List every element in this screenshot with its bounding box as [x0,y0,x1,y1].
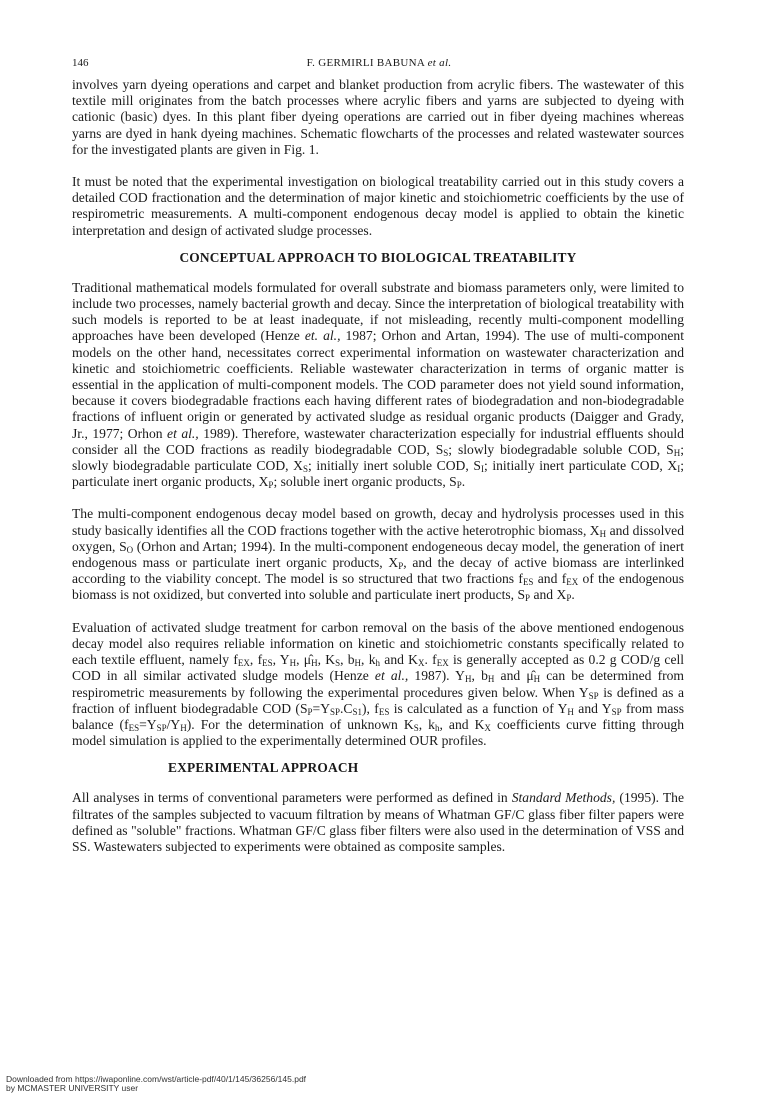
intro-paragraph: involves yarn dyeing operations and carpet and blanket production from acrylic fibers. The wastewater of this textile mill originates from the batch processes where acrylic fibers and yarns are subjected to dyeing with cationic (basic) dyes. In this plant fiber dyeing operations are carried out in fiber dyeing machines whereas yarns are dyed in hank dyeing machines. Schematic flowcharts of the processes and related wastewater sources for the investigated plants are given in Fig. 1. [72,77,684,157]
experimental-paragraph-1: All analyses in terms of conventional parameters were performed as defined in Standard Methods, (1995). The filtrates of the samples subjected to vacuum filtration by means of Whatman GF/C glass fiber filter papers were defined as "soluble" fractions. Whatman GF/C glass fiber filters were also used in the determination of VSS and SS. Wastewaters subjected to experiments were obtained as composite samples. [72,790,685,854]
conceptual-paragraph-1: Traditional mathematical models formulated for overall substrate and biomass parameters only, were limited to include two processes, namely bacterial growth and decay. Since the interpretation of biological treatability with such models is reported to be at least inadequate, if not misleading, recently multi-component modelling approaches have been developed (Henze et. al., 1987; Orhon and Artan, 1994). The use of multi-component models on the other hand, necessitates correct experimental information on wastewater characterization and kinetic and stoichiometric coefficients. Reliable wastewater characterization in terms of organic matter is essential in the application of multi-component models. The COD parameter does not yield sound information, because it covers biodegradable fractions each having different rates of biodegradation and non-biodegradable fractions of influent origin or generated by activated sludge as residual organic products (Daigger and Grady, Jr., 1977; Orhon et al., 1989). Therefore, wastewater characterization especially for industrial effluents should consider all the COD fractions as readily biodegradable COD, $S_S$; slowly biodegradable soluble COD, $S_H$; slowly biodegradable particulate COD, $X_S$; initially inert soluble COD, $S_I$; initially inert particulate COD, $X_I$; particulate inert organic products, $X_P$; soluble inert organic products, $S_P$. [72,279,685,491]
running-head-author [72,57,686,69]
running-head [72,57,686,73]
section-heading-conceptual: CONCEPTUAL APPROACH TO BIOLOGICAL TREATABILITY [179,249,577,265]
note-paragraph: It must be noted that the experimental investigation on biological treatability carried out in this study covers a detailed COD fractionation and the determination of major kinetic and stoichiometric coefficients by the use of respirometric measurements. A multi-component endogenous decay model is applied to obtain the kinetic interpretation and design of activated sludge processes. [72,174,684,238]
conceptual-paragraph-3: Evaluation of activated sludge treatment for carbon removal on the basis of the above mentioned endogenous decay model also requires reliable information on kinetic and stoichiometric constants specifically related to each textile effluent, namely $f_{EX}$, $f_{ES}$, $Y_H$, $\mû_H$, $K_S$, $b_H$, $k_h$ and $K_X$. $f_{EX}$ is generally accepted as 0.2 g COD/g cell COD in all similar activated sludge models (Henze et al., 1987). $Y_H$, $b_H$ and $\mû_H$ can be determined from respirometric measurements by following the experimental procedures given below. When $Y_{SP}$ is defined as a fraction of influent biodegradable COD $(S_P=Y_{SP}.C_{S1})$, $f_{ES}$ is calculated as a function of $Y_H$ and $Y_{SP}$ from mass balance $(f_{ES}=Y_{SP}/Y_H)$. For the determination of unknown $K_S$, $k_h$, and $K_X$ coefficients curve fitting through model simulation is applied to the experimentally determined OUR profiles. [72,619,685,749]
download-user-line: by MCMASTER UNIVERSITY user [6,1083,139,1093]
author-name: F. GERMIRLI BABUNA [306,57,425,69]
page-number: 146 [72,57,89,69]
section-heading-experimental: EXPERIMENTAL APPROACH [168,760,359,776]
download-footer [6,1075,306,1093]
author-suffix: et al. [427,57,452,69]
download-source-line: Downloaded from https://iwaponline.com/wst/article-pdf/40/1/145/36256/145.pdf [6,1074,307,1084]
conceptual-paragraph-2: The multi-component endogenous decay model based on growth, decay and hydrolysis processes used in this study basically identifies all the COD fractions together with the active heterotrophic biomass, $X_H$ and dissolved oxygen, $S_O$ (Orhon and Artan; 1994). In the multi-component endogeneous decay model, the generation of inert endogenous mass or particulate inert organic products, $X_P$, and the decay of active biomass are interlinked according to the viability concept. The model is so structured that two fractions $f_{ES}$ and $f_{EX}$ of the endogenous biomass is not oxidized, but converted into soluble and particulate inert products, $S_P$ and $X_P$. [72,506,684,604]
body-text [72,77,684,855]
